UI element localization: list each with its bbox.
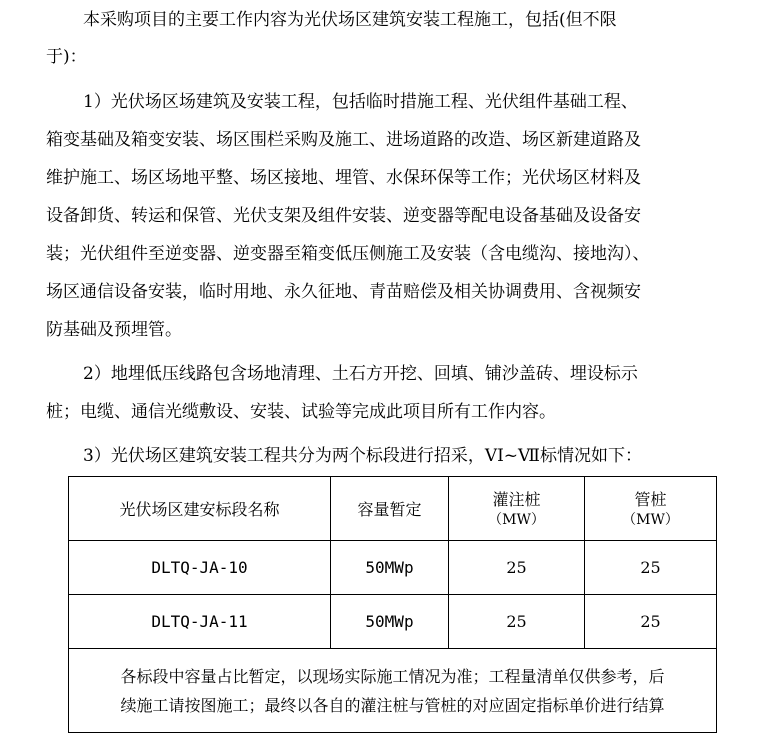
row1-pile-a: 25 bbox=[449, 541, 585, 595]
table-note bbox=[69, 649, 717, 733]
header-pile-a bbox=[449, 477, 585, 541]
section-spec-table bbox=[68, 476, 717, 733]
row2-capacity: 50MWp bbox=[331, 595, 449, 649]
table-note-row bbox=[69, 649, 717, 733]
row1-pile-b: 25 bbox=[585, 541, 717, 595]
item1-line-2: 箱变基础及箱变安装、场区围栏采购及施工、进场道路的改造、场区新建道路及 bbox=[46, 130, 641, 150]
intro-line-1: 本采购项目的主要工作内容为光伏场区建筑安装工程施工，包括(但不限 bbox=[83, 10, 617, 30]
item1-line-6: 场区通信设备安装，临时用地、永久征地、青苗赔偿及相关协调费用、含视频安 bbox=[46, 282, 641, 302]
table-row bbox=[69, 595, 717, 649]
item2-line-1: 2）地埋低压线路包含场地清理、土石方开挖、回填、铺沙盖砖、埋设标示 bbox=[83, 364, 638, 384]
note-line-1: 各标段中容量占比暂定，以现场实际施工情况为准；工程量清单仅供参考，后 bbox=[120, 666, 665, 686]
header-pile-b bbox=[585, 477, 717, 541]
table-row bbox=[69, 541, 717, 595]
header-pile-a-label: 灌注桩 bbox=[492, 490, 541, 509]
item3-line: 3）光伏场区建筑安装工程共分为两个标段进行招采，VI~Ⅶ标情况如下： bbox=[83, 446, 642, 466]
item1-line-1: 1）光伏场区场建筑及安装工程，包括临时措施工程、光伏组件基础工程、 bbox=[83, 92, 638, 112]
row2-name: DLTQ-JA-11 bbox=[69, 595, 331, 649]
intro-line-2: 于)： bbox=[46, 47, 87, 67]
note-line-2: 续施工请按图施工；最终以各自的灌注桩与管桩的对应固定指标单价进行结算 bbox=[120, 695, 665, 715]
item1-line-7: 防基础及预埋管。 bbox=[46, 320, 182, 340]
item1-line-3: 维护施工、场区场地平整、场区接地、埋管、水保环保等工作；光伏场区材料及 bbox=[46, 168, 641, 188]
row1-name: DLTQ-JA-10 bbox=[69, 541, 331, 595]
row2-pile-b: 25 bbox=[585, 595, 717, 649]
header-pile-b-unit: （MW） bbox=[622, 512, 679, 528]
header-pile-a-unit: （MW） bbox=[488, 512, 545, 528]
item1-line-4: 设备卸货、转运和保管、光伏支架及组件安装、逆变器等配电设备基础及设备安 bbox=[46, 206, 641, 226]
header-capacity: 容量暂定 bbox=[331, 477, 449, 541]
row1-capacity: 50MWp bbox=[331, 541, 449, 595]
item1-line-5: 装；光伏组件至逆变器、逆变器至箱变低压侧施工及安装（含电缆沟、接地沟）、 bbox=[46, 244, 650, 264]
header-pile-b-label: 管桩 bbox=[634, 490, 667, 509]
row2-pile-a: 25 bbox=[449, 595, 585, 649]
item2-line-2: 桩；电缆、通信光缆敷设、安装、试验等完成此项目所有工作内容。 bbox=[46, 402, 556, 422]
table-header-row bbox=[69, 477, 717, 541]
header-name: 光伏场区建安标段名称 bbox=[69, 477, 331, 541]
